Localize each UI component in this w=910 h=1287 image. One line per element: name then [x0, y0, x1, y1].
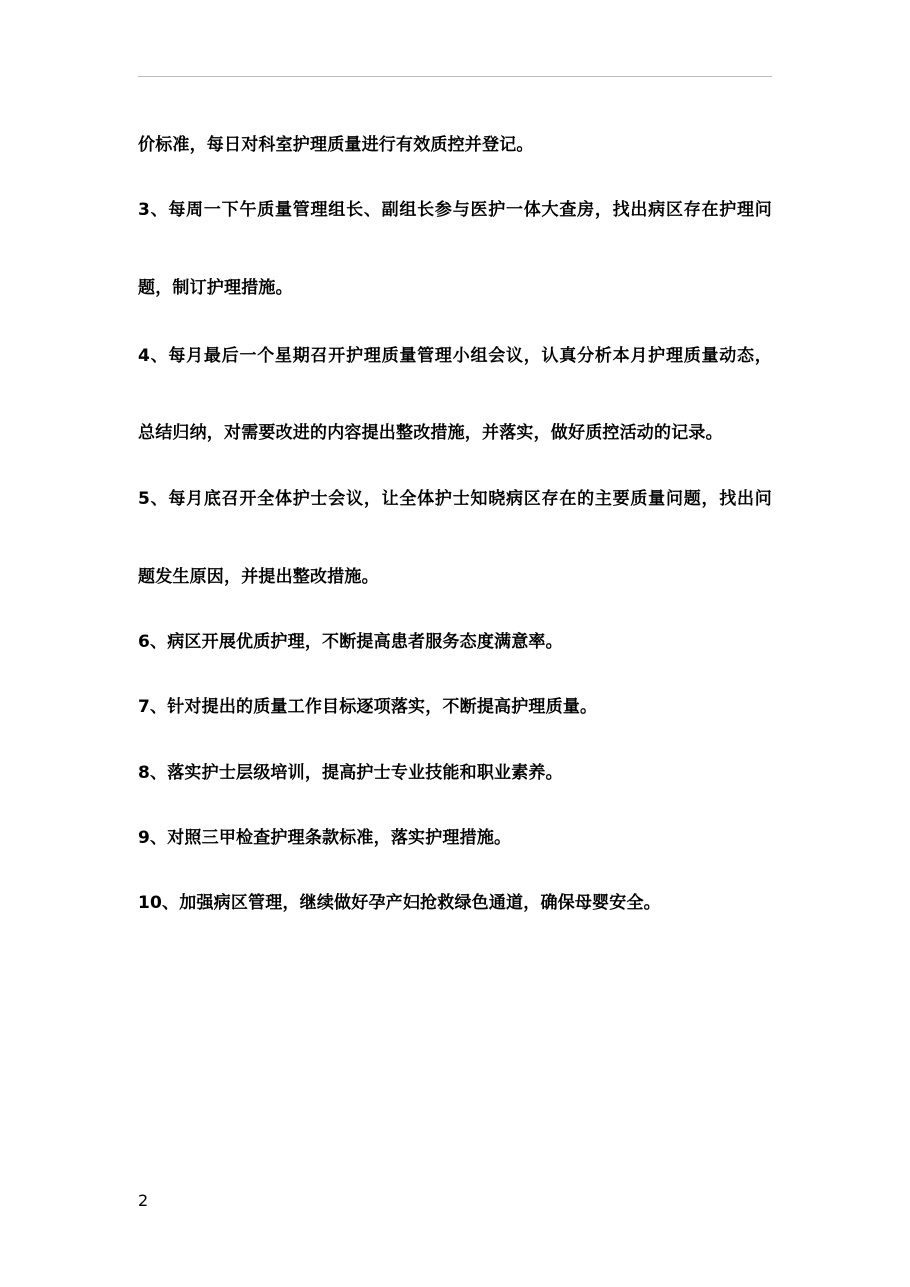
text-line-2: 3、每周一下午质量管理组长、副组长参与医护一体大查房，找出病区存在护理问: [138, 200, 772, 220]
text-line-7: 题发生原因，并提出整改措施。: [138, 567, 379, 587]
text-line-5: 总结归纳，对需要改进的内容提出整改措施，并落实，做好质控活动的记录。: [138, 423, 723, 443]
text-line-11: 9、对照三甲检查护理条款标准，落实护理措施。: [138, 828, 512, 848]
header-rule: [138, 76, 772, 77]
text-line-3: 题，制订护理措施。: [138, 278, 293, 298]
text-line-4: 4、每月最后一个星期召开护理质量管理小组会议，认真分析本月护理质量动态，: [138, 346, 772, 366]
text-line-6: 5、每月底召开全体护士会议，让全体护士知晓病区存在的主要质量问题，找出问: [138, 489, 772, 509]
text-line-8: 6、病区开展优质护理，不断提高患者服务态度满意率。: [138, 632, 563, 652]
text-line-9: 7、针对提出的质量工作目标逐项落实，不断提高护理质量。: [138, 697, 598, 717]
text-line-1: 价标准，每日对科室护理质量进行有效质控并登记。: [138, 135, 534, 155]
text-line-12: 10、加强病区管理，继续做好孕产妇抢救绿色通道，确保母婴安全。: [138, 893, 661, 913]
text-line-10: 8、落实护士层级培训，提高护士专业技能和职业素养。: [138, 763, 563, 783]
page-number: 2: [138, 1191, 149, 1210]
